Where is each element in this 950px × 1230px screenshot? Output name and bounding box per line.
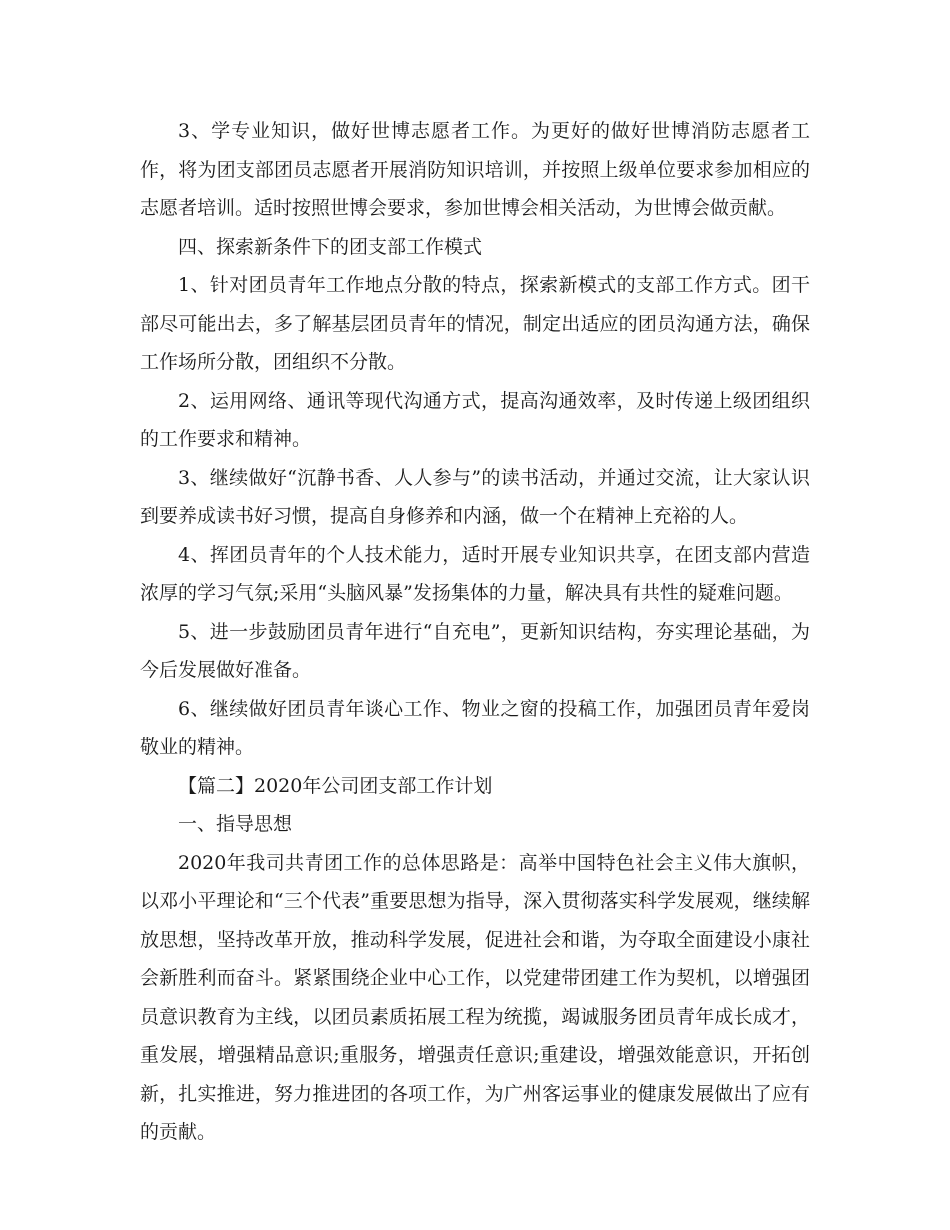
paragraph-item-6: 6、继续做好团员青年谈心工作、物业之窗的投稿工作，加强团员青年爱岗敬业的精神。	[140, 697, 810, 758]
paragraph-item-5: 5、进一步鼓励团员青年进行“自充电”，更新知识结构，夯实理论基础，为今后发展做好准备。	[140, 620, 810, 681]
paragraph-item-4: 4、挥团员青年的个人技术能力，适时开展专业知识共享，在团支部内营造浓厚的学习气氛;采用“头脑风暴”发扬集体的力量，解决具有共性的疑难问题。	[140, 543, 810, 604]
heading-guiding-ideology: 一、指导思想	[178, 813, 293, 835]
paragraph-item-3: 3、继续做好“沉静书香、人人参与”的读书活动，并通过交流，让大家认识到要养成读书好习惯，提高自身修养和内涵，做一个在精神上充裕的人。	[140, 466, 810, 527]
heading-explore-work-mode: 四、探索新条件下的团支部工作模式	[178, 235, 483, 258]
paragraph-general-approach: 2020年我司共青团工作的总体思路是：高举中国特色社会主义伟大旗帜，以邓小平理论和“三个代表”重要思想为指导，深入贯彻落实科学发展观，继续解放思想，坚持改革开放，推动科学发展，促进社会和谐，为夺取全面建设小康社会新胜利而奋斗。紧紧围绕企业中心工作，以党建带团建工作为契机，以增强团员意识教育为主线，以团员素质拓展工程为统揽，竭诚服务团员青年成长成才，重发展，增强精品意识;重服务，增强责任意识;重建设，增强效能意识，开拓创新，扎实推进，努力推进团的各项工作，为广州客运事业的健康发展做出了应有的贡献。	[140, 851, 810, 1143]
paragraph-item-2: 2、运用网络、通讯等现代沟通方式，提高沟通效率，及时传递上级团组织的工作要求和精神。	[140, 389, 810, 450]
paragraph-worldexpo-volunteer: 3、学专业知识，做好世博志愿者工作。为更好的做好世博消防志愿者工作，将为团支部团员志愿者开展消防知识培训，并按照上级单位要求参加相应的志愿者培训。适时按照世博会要求，参加世博会相关活动，为世博会做贡献。	[140, 120, 810, 219]
document-body	[140, 112, 810, 1152]
paragraph-item-1: 1、针对团员青年工作地点分散的特点，探索新模式的支部工作方式。团干部尽可能出去，多了解基层团员青年的情况，制定出适应的团员沟通方法，确保工作场所分散，团组织不分散。	[140, 274, 810, 373]
section-title-part-two: 【篇二】2020年公司团支部工作计划	[178, 774, 493, 797]
